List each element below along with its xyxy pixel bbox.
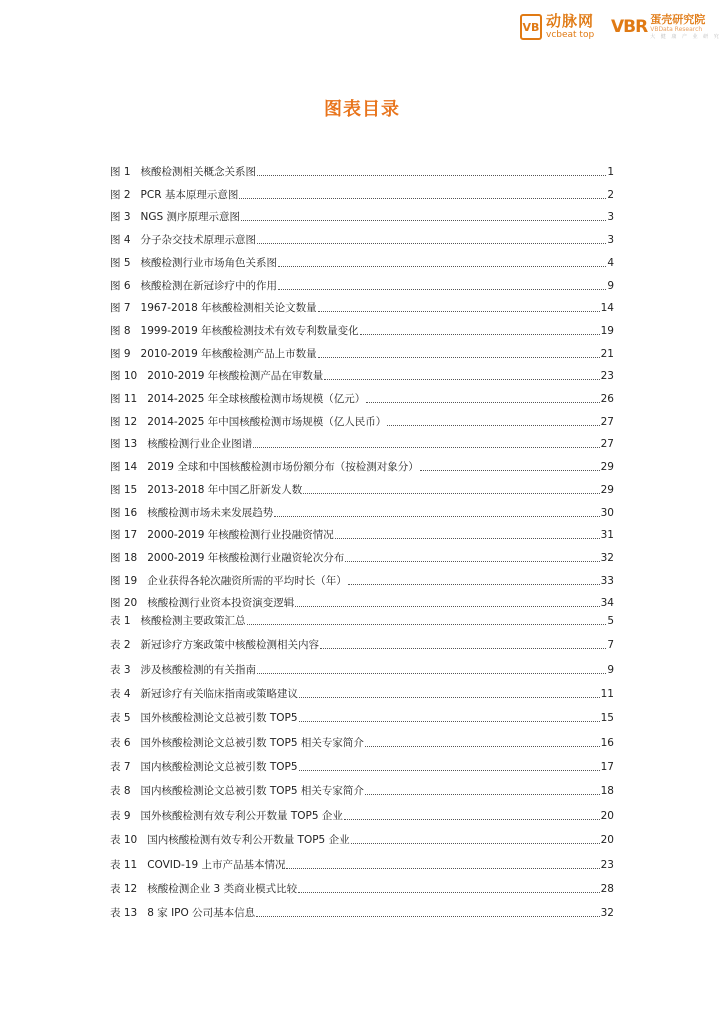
figure-entry-page: 26 bbox=[600, 393, 614, 405]
figure-entry-page: 27 bbox=[600, 415, 614, 428]
dot-leader bbox=[298, 891, 600, 893]
dot-leader bbox=[295, 605, 599, 607]
table-toc-entry[interactable] bbox=[110, 880, 614, 896]
table-toc-entry[interactable] bbox=[110, 782, 614, 798]
dot-leader bbox=[241, 219, 606, 221]
figure-entry-page: 2 bbox=[607, 188, 614, 201]
figure-entry-page: 27 bbox=[600, 438, 614, 451]
table-entry-label: 表 2 新冠诊疗方案政策中核酸检测相关内容 bbox=[110, 639, 320, 652]
dot-leader bbox=[247, 623, 607, 625]
table-entry-page: 18 bbox=[600, 785, 614, 798]
dot-leader bbox=[348, 583, 600, 585]
figure-toc-entry[interactable] bbox=[110, 572, 614, 588]
figure-entry-label: 图 2 PCR 基本原理示意图 bbox=[110, 188, 239, 201]
figure-entry-label: 图 14 2019 全球和中国核酸检测市场份额分布（按检测对象分） bbox=[110, 461, 419, 474]
table-entry-page: 17 bbox=[600, 761, 614, 774]
table-entry-label: 表 11 COVID-19 上市产品基本情况 bbox=[110, 858, 286, 871]
dot-leader bbox=[239, 197, 606, 199]
table-entry-label: 表 3 涉及核酸检测的有关指南 bbox=[110, 663, 257, 676]
figure-entry-label: 图 6 核酸检测在新冠诊疗中的作用 bbox=[110, 279, 278, 292]
dot-leader bbox=[344, 818, 600, 820]
figure-entry-page: 3 bbox=[607, 234, 614, 247]
figure-entry-label: 图 17 2000-2019 年核酸检测行业投融资情况 bbox=[110, 529, 334, 542]
table-entry-page: 11 bbox=[600, 688, 614, 701]
figure-entry-label: 图 11 2014-2025 年全球核酸检测市场规模（亿元） bbox=[110, 393, 366, 405]
figure-entry-page: 32 bbox=[600, 551, 614, 564]
dot-leader bbox=[387, 424, 599, 426]
dot-leader bbox=[318, 310, 600, 312]
figure-toc-entry[interactable] bbox=[110, 322, 614, 338]
table-toc-entry[interactable] bbox=[110, 685, 614, 701]
table-toc-entry[interactable] bbox=[110, 636, 614, 652]
figure-entry-page: 29 bbox=[600, 461, 614, 474]
table-entry-label: 表 4 新冠诊疗有关临床指南或策略建议 bbox=[110, 688, 299, 701]
vbr-logo-mark: VBR bbox=[611, 17, 648, 37]
figure-entry-label: 图 9 2010-2019 年核酸检测产品上市数量 bbox=[110, 347, 317, 360]
dot-leader bbox=[320, 647, 606, 649]
table-entry-page: 20 bbox=[600, 834, 614, 847]
vbr-logo-en: VBData Research bbox=[650, 26, 703, 33]
vcbeat-logo bbox=[520, 14, 594, 40]
dot-leader bbox=[253, 446, 599, 448]
figure-toc-entry[interactable] bbox=[110, 435, 614, 451]
figure-entry-label: 图 1 核酸检测相关概念关系图 bbox=[110, 166, 257, 178]
figure-entry-label: 图 19 企业获得各轮次融资所需的平均时长（年） bbox=[110, 574, 347, 587]
table-entry-label: 表 13 8 家 IPO 公司基本信息 bbox=[110, 907, 256, 920]
dot-leader bbox=[256, 915, 600, 917]
figure-toc-entry[interactable] bbox=[110, 163, 614, 179]
figure-entry-label: 图 20 核酸检测行业资本投资演变逻辑 bbox=[110, 597, 295, 610]
figure-toc-entry[interactable] bbox=[110, 390, 614, 406]
figure-toc-entry[interactable] bbox=[110, 549, 614, 565]
table-toc-entry[interactable] bbox=[110, 758, 614, 774]
table-toc-entry[interactable] bbox=[110, 734, 614, 750]
figure-entry-page: 19 bbox=[600, 324, 614, 337]
figure-toc-entry[interactable] bbox=[110, 277, 614, 293]
dot-leader bbox=[365, 745, 600, 747]
figure-toc-entry[interactable] bbox=[110, 481, 614, 497]
figure-entry-page: 9 bbox=[607, 279, 614, 292]
vcbeat-logo-mark: VB bbox=[520, 14, 542, 40]
dot-leader bbox=[274, 515, 599, 517]
dot-leader bbox=[324, 378, 599, 380]
dot-leader bbox=[420, 469, 600, 471]
dot-leader bbox=[345, 560, 599, 562]
figure-entry-page: 14 bbox=[600, 302, 614, 315]
figure-entry-page: 3 bbox=[607, 211, 614, 224]
vbr-logo-cn: 蛋壳研究院 bbox=[650, 13, 706, 26]
dot-leader bbox=[351, 842, 600, 844]
dot-leader bbox=[257, 174, 606, 176]
dot-leader bbox=[360, 333, 600, 335]
table-entry-label: 表 7 国内核酸检测论文总被引数 TOP5 bbox=[110, 761, 298, 774]
table-entry-page: 20 bbox=[600, 809, 614, 822]
table-toc-entry[interactable] bbox=[110, 709, 614, 725]
table-entry-label: 表 1 核酸检测主要政策汇总 bbox=[110, 615, 246, 627]
figure-toc-entry[interactable] bbox=[110, 186, 614, 202]
table-toc-entry[interactable] bbox=[110, 856, 614, 872]
figure-entry-label: 图 16 核酸检测市场未来发展趋势 bbox=[110, 506, 274, 519]
table-entry-page: 15 bbox=[600, 712, 614, 725]
table-toc-entry[interactable] bbox=[110, 831, 614, 847]
vcbeat-logo-cn: 动脉网 bbox=[546, 12, 595, 30]
table-entry-page: 28 bbox=[600, 882, 614, 895]
vcbeat-logo-en: vcbeat top bbox=[546, 30, 595, 40]
figure-entry-label: 图 15 2013-2018 年中国乙肝新发人数 bbox=[110, 483, 303, 496]
figure-toc-entry[interactable] bbox=[110, 367, 614, 383]
dot-leader bbox=[278, 265, 606, 267]
dot-leader bbox=[303, 492, 599, 494]
figure-toc-entry[interactable] bbox=[110, 526, 614, 542]
table-entry-page: 5 bbox=[607, 615, 614, 627]
figure-toc-entry[interactable] bbox=[110, 299, 614, 315]
figure-entry-label: 图 10 2010-2019 年核酸检测产品在审数量 bbox=[110, 370, 324, 383]
figure-entry-label: 图 8 1999-2019 年核酸检测技术有效专利数量变化 bbox=[110, 324, 359, 337]
figure-toc-entry[interactable] bbox=[110, 254, 614, 270]
figure-entry-page: 29 bbox=[600, 483, 614, 496]
figure-entry-label: 图 12 2014-2025 年中国核酸检测市场规模（亿人民币） bbox=[110, 415, 387, 428]
figure-entry-label: 图 5 核酸检测行业市场角色关系图 bbox=[110, 256, 278, 269]
table-entry-label: 表 8 国内核酸检测论文总被引数 TOP5 相关专家简介 bbox=[110, 785, 364, 798]
dot-leader bbox=[286, 867, 599, 869]
figure-toc-entry[interactable] bbox=[110, 504, 614, 520]
table-entry-page: 23 bbox=[600, 858, 614, 871]
vbr-logo-sub: 大 健 康 产 业 研 究 bbox=[650, 34, 721, 40]
page-title: 图表目录 bbox=[324, 99, 400, 120]
dot-leader bbox=[318, 356, 600, 358]
dot-leader bbox=[299, 769, 600, 771]
dot-leader bbox=[257, 672, 606, 674]
table-entry-label: 表 5 国外核酸检测论文总被引数 TOP5 bbox=[110, 712, 298, 725]
table-entry-page: 16 bbox=[600, 736, 614, 749]
figure-entry-page: 30 bbox=[600, 506, 614, 519]
table-entry-page: 7 bbox=[607, 639, 614, 652]
figure-entry-label: 图 3 NGS 测序原理示意图 bbox=[110, 211, 241, 224]
figure-entry-label: 图 13 核酸检测行业企业图谱 bbox=[110, 438, 253, 451]
vbr-logo bbox=[611, 14, 721, 40]
dot-leader bbox=[278, 288, 606, 290]
table-entry-label: 表 9 国外核酸检测有效专利公开数量 TOP5 企业 bbox=[110, 809, 343, 822]
table-entry-label: 表 10 国内核酸检测有效专利公开数量 TOP5 企业 bbox=[110, 834, 350, 847]
dot-leader bbox=[335, 537, 600, 539]
dot-leader bbox=[366, 401, 599, 403]
figure-entry-page: 23 bbox=[600, 370, 614, 383]
figure-entry-page: 33 bbox=[600, 574, 614, 587]
table-entry-label: 表 6 国外核酸检测论文总被引数 TOP5 相关专家简介 bbox=[110, 736, 364, 749]
table-toc-entry[interactable] bbox=[110, 807, 614, 823]
table-toc-entry[interactable] bbox=[110, 612, 614, 628]
table-toc-entry[interactable] bbox=[110, 904, 614, 920]
figure-entry-label: 图 7 1967-2018 年核酸检测相关论文数量 bbox=[110, 302, 317, 315]
figure-toc-entry[interactable] bbox=[110, 458, 614, 474]
dot-leader bbox=[299, 696, 600, 698]
figure-entry-label: 图 18 2000-2019 年核酸检测行业融资轮次分布 bbox=[110, 551, 345, 564]
table-toc-entry[interactable] bbox=[110, 661, 614, 677]
dot-leader bbox=[365, 793, 600, 795]
figure-entry-label: 图 4 分子杂交技术原理示意图 bbox=[110, 234, 257, 247]
figure-entry-page: 31 bbox=[600, 529, 614, 542]
figure-entry-page: 1 bbox=[607, 166, 614, 178]
figure-toc-entry[interactable] bbox=[110, 231, 614, 247]
figure-toc-entry[interactable] bbox=[110, 345, 614, 361]
figure-entry-page: 34 bbox=[600, 597, 614, 610]
figure-toc-entry[interactable] bbox=[110, 413, 614, 429]
table-entry-label: 表 12 核酸检测企业 3 类商业模式比较 bbox=[110, 882, 298, 895]
figure-toc-entry[interactable] bbox=[110, 208, 614, 224]
figure-entry-page: 4 bbox=[607, 256, 614, 269]
figure-entry-page: 21 bbox=[600, 347, 614, 360]
figure-toc-entry[interactable] bbox=[110, 594, 614, 610]
table-entry-page: 32 bbox=[600, 907, 614, 920]
dot-leader bbox=[257, 242, 606, 244]
dot-leader bbox=[299, 720, 600, 722]
table-entry-page: 9 bbox=[607, 663, 614, 676]
